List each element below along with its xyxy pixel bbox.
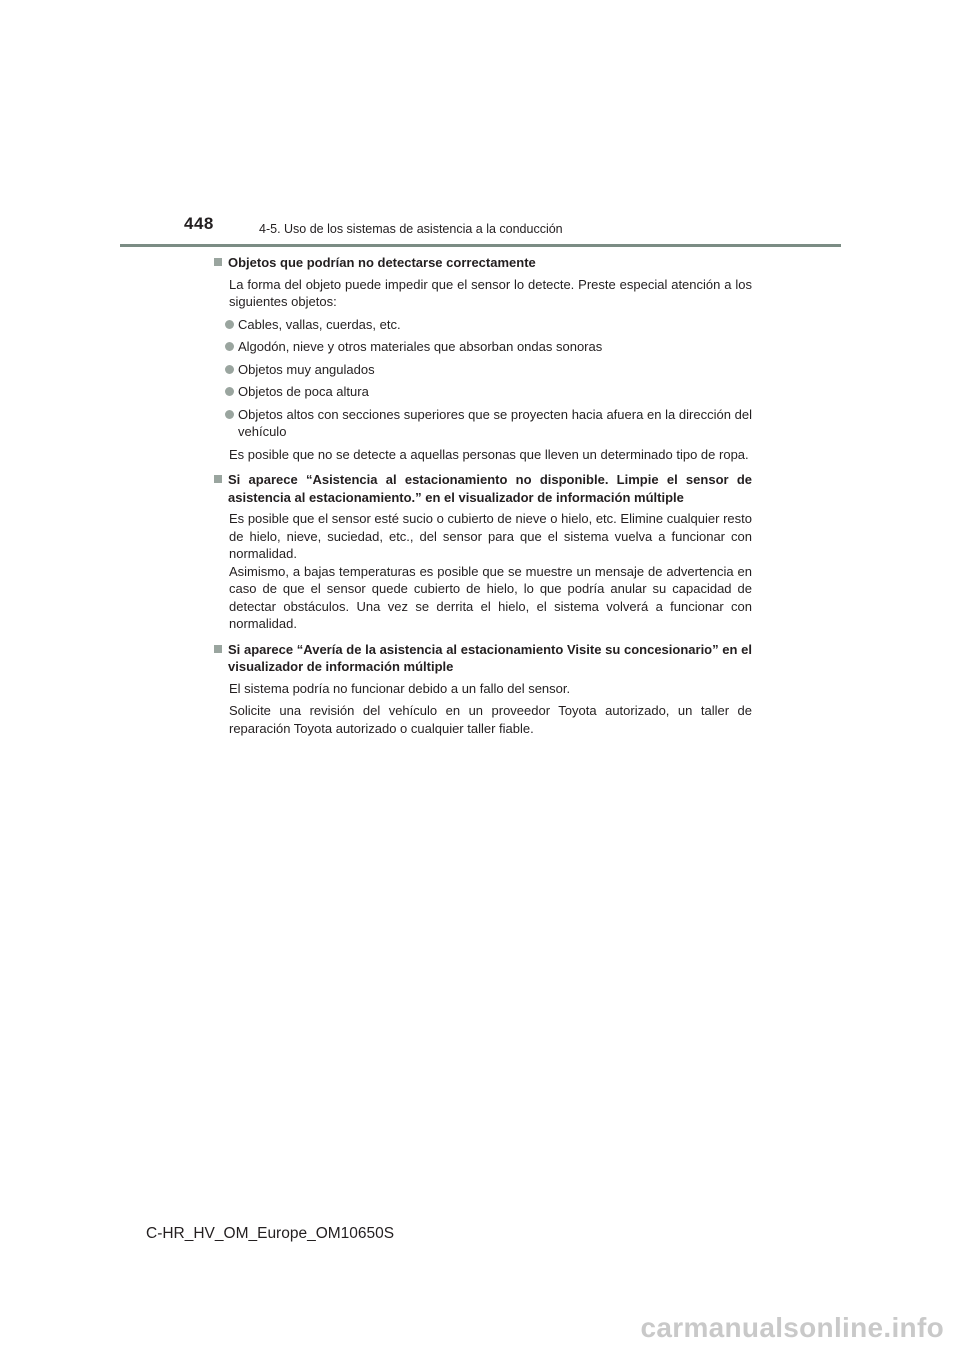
section-heading: Si aparece “Avería de la asistencia al estacionamiento Visite su concesionario” en el visualizador de información múltiple: [212, 641, 752, 676]
header-rule: [120, 244, 841, 247]
paragraph: Es posible que el sensor esté sucio o cubierto de nieve o hielo, etc. Elimine cualquier resto de hielo, nieve, suciedad, etc., del sensor para que el sistema vuelva a funcionar con normalidad.: [229, 511, 752, 561]
paragraph: Solicite una revisión del vehículo en un proveedor Toyota autorizado, un taller de reparación Toyota autorizado o cualquier taller fiable.: [229, 703, 752, 736]
paragraph: Asimismo, a bajas temperaturas es posible que se muestre un mensaje de advertencia en caso de que el sensor quede cubierto de hielo, lo que podría anular su capacidad de detectar obstáculos. Una vez se derrita el hielo, el sistema volverá a funcionar con normalidad.: [229, 563, 752, 631]
section-title: 4-5. Uso de los sistemas de asistencia a la conducción: [259, 222, 563, 236]
list-item: Cables, vallas, cuerdas, etc.: [225, 316, 752, 334]
paragraph: Es posible que no se detecte a aquellas personas que lleven un determinado tipo de ropa.: [229, 446, 749, 462]
round-bullet-icon: [225, 342, 234, 351]
round-bullet-icon: [225, 410, 234, 419]
watermark[interactable]: carmanualsonline.info: [640, 1312, 944, 1343]
section-heading: Si aparece “Asistencia al estacionamiento no disponible. Limpie el sensor de asistencia al estacionamiento.” en el visualizador de información múltiple: [212, 471, 752, 506]
list-item: Objetos altos con secciones superiores que se proyecten hacia afuera en la dirección del vehículo: [225, 406, 752, 441]
round-bullet-icon: [225, 320, 234, 329]
paragraph: La forma del objeto puede impedir que el sensor lo detecte. Preste especial atención a los siguientes objetos:: [229, 276, 752, 309]
page-content: [212, 254, 752, 742]
square-bullet-icon: [214, 475, 222, 483]
list-item: Algodón, nieve y otros materiales que absorban ondas sonoras: [225, 338, 752, 356]
list-item: Objetos muy angulados: [225, 361, 752, 379]
page-number: 448: [184, 214, 214, 233]
round-bullet-icon: [225, 365, 234, 374]
list-item: Objetos de poca altura: [225, 383, 752, 401]
square-bullet-icon: [214, 645, 222, 653]
section-heading: Objetos que podrían no detectarse correctamente: [212, 254, 752, 272]
paragraph: El sistema podría no funcionar debido a un fallo del sensor.: [229, 680, 571, 696]
round-bullet-icon: [225, 387, 234, 396]
footer-document-code: C-HR_HV_OM_Europe_OM10650S: [146, 1225, 395, 1242]
square-bullet-icon: [214, 258, 222, 266]
